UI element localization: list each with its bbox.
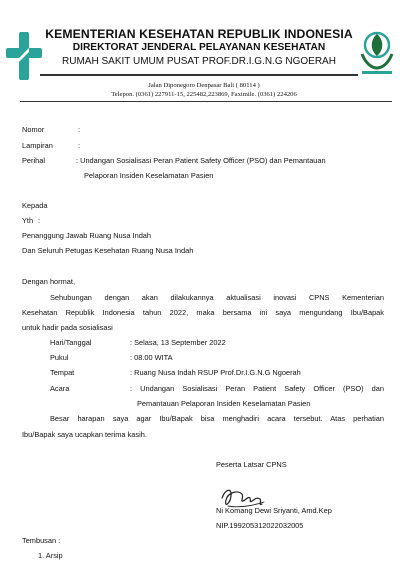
- detail-value: : Undangan Sosialisasi Peran Patient Safety Officer (PSO) dan: [130, 384, 384, 393]
- paragraph-line: Besar harapan saya agar Ibu/Bapak bisa menghadiri acara tersebut. Atas perhatian: [50, 414, 384, 423]
- signer-role: Peserta Latsar CPNS: [216, 460, 287, 469]
- tembusan-label: Tembusan :: [22, 536, 61, 545]
- signer-nip: NIP.199205312022032005: [216, 521, 304, 530]
- greeting: Dengan hormat,: [22, 277, 75, 286]
- nomor-value: :: [78, 125, 81, 134]
- signer-name: Ni Komang Dewi Sriyanti, Amd.Kep: [216, 506, 332, 515]
- recipient-line: Penanggung Jawab Ruang Nusa Indah: [22, 231, 152, 240]
- contact-line: Telepon. (0361) 227911-15, 225482,223869, Faximile. (0361) 224206: [111, 91, 297, 98]
- detail-label: Tempat: [50, 368, 75, 377]
- paragraph-line: Ibu/Bapak saya ucapkan terima kasih.: [22, 430, 147, 439]
- address-line: Jalan Diponegoro Denpasar Bali ( 80114 ): [148, 82, 260, 89]
- header-rule: [40, 74, 358, 76]
- ministry-title: KEMENTERIAN KESEHATAN REPUBLIK INDONESIA: [45, 27, 353, 41]
- detail-value-continued: Pemantauan Pelaporan Insiden Keselamatan Pasien: [137, 399, 311, 408]
- hospital-logo-icon: [356, 28, 398, 78]
- nomor-label: Nomor: [22, 125, 45, 134]
- lampiran-label: Lampiran: [22, 141, 53, 150]
- hospital-title: RUMAH SAKIT UMUM PUSAT PROF.DR.I.G.N.G NGOERAH: [62, 56, 336, 67]
- directorate-title: DIREKTORAT JENDERAL PELAYANAN KESEHATAN: [72, 42, 326, 53]
- perihal-value: : Undangan Sosialisasi Peran Patient Safety Officer (PSO) dan Pemantauan: [76, 156, 326, 165]
- paragraph-line: Sehubungan dengan akan dilakukannya aktualisasi inovasi CPNS Kementerian: [50, 293, 384, 302]
- detail-label: Acara: [50, 384, 70, 393]
- detail-value: : Selasa, 13 September 2022: [130, 338, 226, 347]
- address-rule: [20, 101, 392, 102]
- detail-value: : Ruang Nusa Indah RSUP Prof.Dr.I.G.N.G Ngoerah: [130, 368, 301, 377]
- paragraph-line: Kesehatan Republik Indonesia tahun 2022, maka bersama ini saya mengundang Ibu/Bapak: [22, 308, 384, 317]
- kemenkes-logo-icon: [4, 30, 44, 82]
- detail-label: Pukul: [50, 353, 69, 362]
- tembusan-item: 1. Arsip: [38, 551, 63, 560]
- detail-label: Hari/Tanggal: [50, 338, 92, 347]
- lampiran-value: :: [78, 141, 81, 150]
- yth-label: Yth: [22, 216, 34, 225]
- paragraph-line: untuk hadir pada sosialisasi: [22, 323, 113, 332]
- yth-colon: :: [38, 216, 41, 225]
- perihal-label: Perihal: [22, 156, 46, 165]
- recipient-line: Dan Seluruh Petugas Kesehatan Ruang Nusa Indah: [22, 246, 194, 255]
- detail-value: : 08.00 WITA: [130, 353, 173, 362]
- kepada-label: Kepada: [22, 201, 48, 210]
- perihal-value-continued: Pelaporan Insiden Keselamatan Pasien: [84, 171, 214, 180]
